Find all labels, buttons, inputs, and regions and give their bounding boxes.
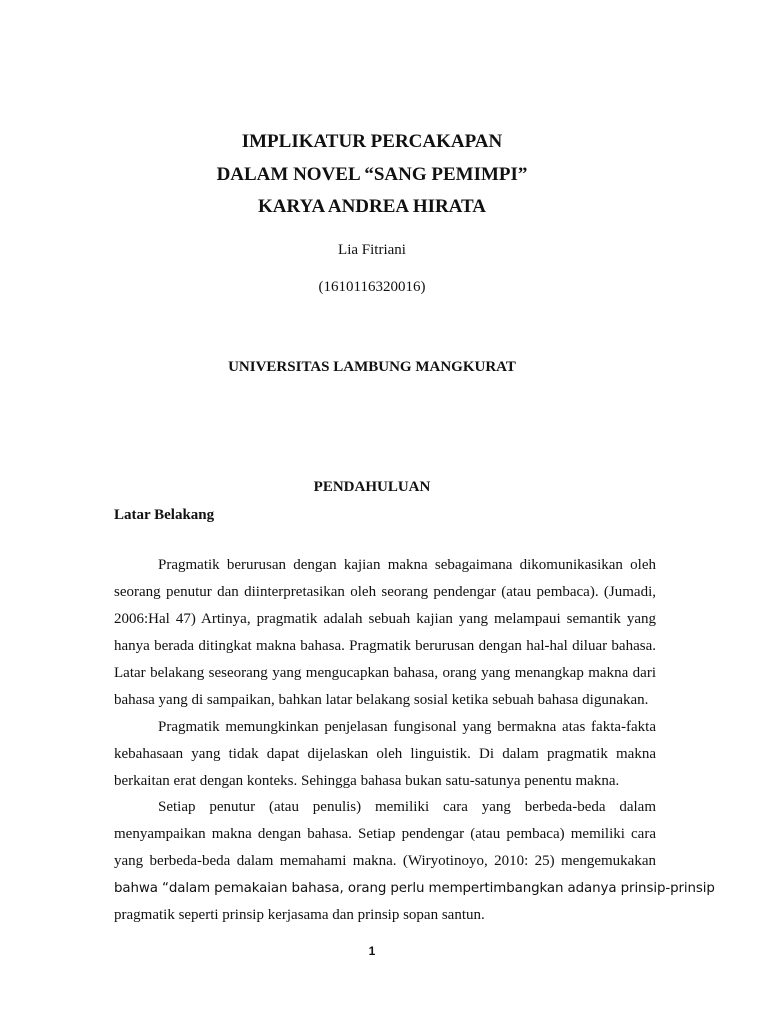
title-line-1: IMPLIKATUR PERCAKAPAN bbox=[241, 131, 503, 152]
body-line: hanya berada ditingkat makna bahasa. Pragmatik berurusan dengan hal-hal diluar bahasa. bbox=[114, 638, 656, 654]
body-line: pragmatik seperti prinsip kerjasama dan prinsip sopan santun. bbox=[114, 907, 485, 923]
subheading: Latar Belakang bbox=[114, 507, 215, 523]
body-line: Pragmatik berurusan dengan kajian makna sebagaimana dikomunikasikan oleh bbox=[158, 557, 656, 573]
section-heading: PENDAHULUAN bbox=[313, 479, 431, 495]
author-name: Lia Fitriani bbox=[338, 242, 406, 258]
title-line-2: DALAM NOVEL “SANG PEMIMPI” bbox=[216, 164, 528, 185]
body-line: bahwa “dalam pemakaian bahasa, orang perlu mempertimbangkan adanya prinsip-prinsip bbox=[114, 881, 715, 896]
body-line: berkaitan erat dengan konteks. Sehingga bahasa bukan satu-satunya penentu makna. bbox=[114, 773, 620, 789]
body-line: menyampaikan makna dengan bahasa. Setiap pendengar (atau pembaca) memiliki cara bbox=[114, 826, 656, 842]
body-line: kebahasaan yang tidak dapat dijelaskan oleh linguistik. Di dalam pragmatik makna bbox=[114, 746, 656, 762]
body-line: Setiap penutur (atau penulis) memiliki cara yang berbeda-beda dalam bbox=[158, 799, 656, 815]
body-line: Pragmatik memungkinkan penjelasan fungisonal yang bermakna atas fakta-fakta bbox=[158, 719, 656, 735]
student-id: (1610116320016) bbox=[318, 279, 426, 295]
university-name: UNIVERSITAS LAMBUNG MANGKURAT bbox=[228, 359, 516, 375]
page-number: 1 bbox=[368, 944, 376, 958]
body-line: seorang penutur dan diinterpretasikan oleh seorang pendengar (atau pembaca). (Jumadi, bbox=[114, 584, 656, 600]
title-line-3: KARYA ANDREA HIRATA bbox=[257, 196, 487, 217]
body-paragraphs bbox=[114, 0, 715, 1024]
body-line: 2006:Hal 47) Artinya, pragmatik adalah sebuah kajian yang melampaui semantik yang bbox=[114, 611, 656, 627]
body-line: yang berbeda-beda dalam memahami makna. (Wiryotinoyo, 2010: 25) mengemukakan bbox=[114, 853, 656, 869]
body-line: Latar belakang seseorang yang mengucapkan bahasa, orang yang menangkap makna dari bbox=[114, 665, 656, 681]
body-line: bahasa yang di sampaikan, bahkan latar belakang sosial ketika sebuah bahasa digunakan. bbox=[114, 692, 649, 708]
